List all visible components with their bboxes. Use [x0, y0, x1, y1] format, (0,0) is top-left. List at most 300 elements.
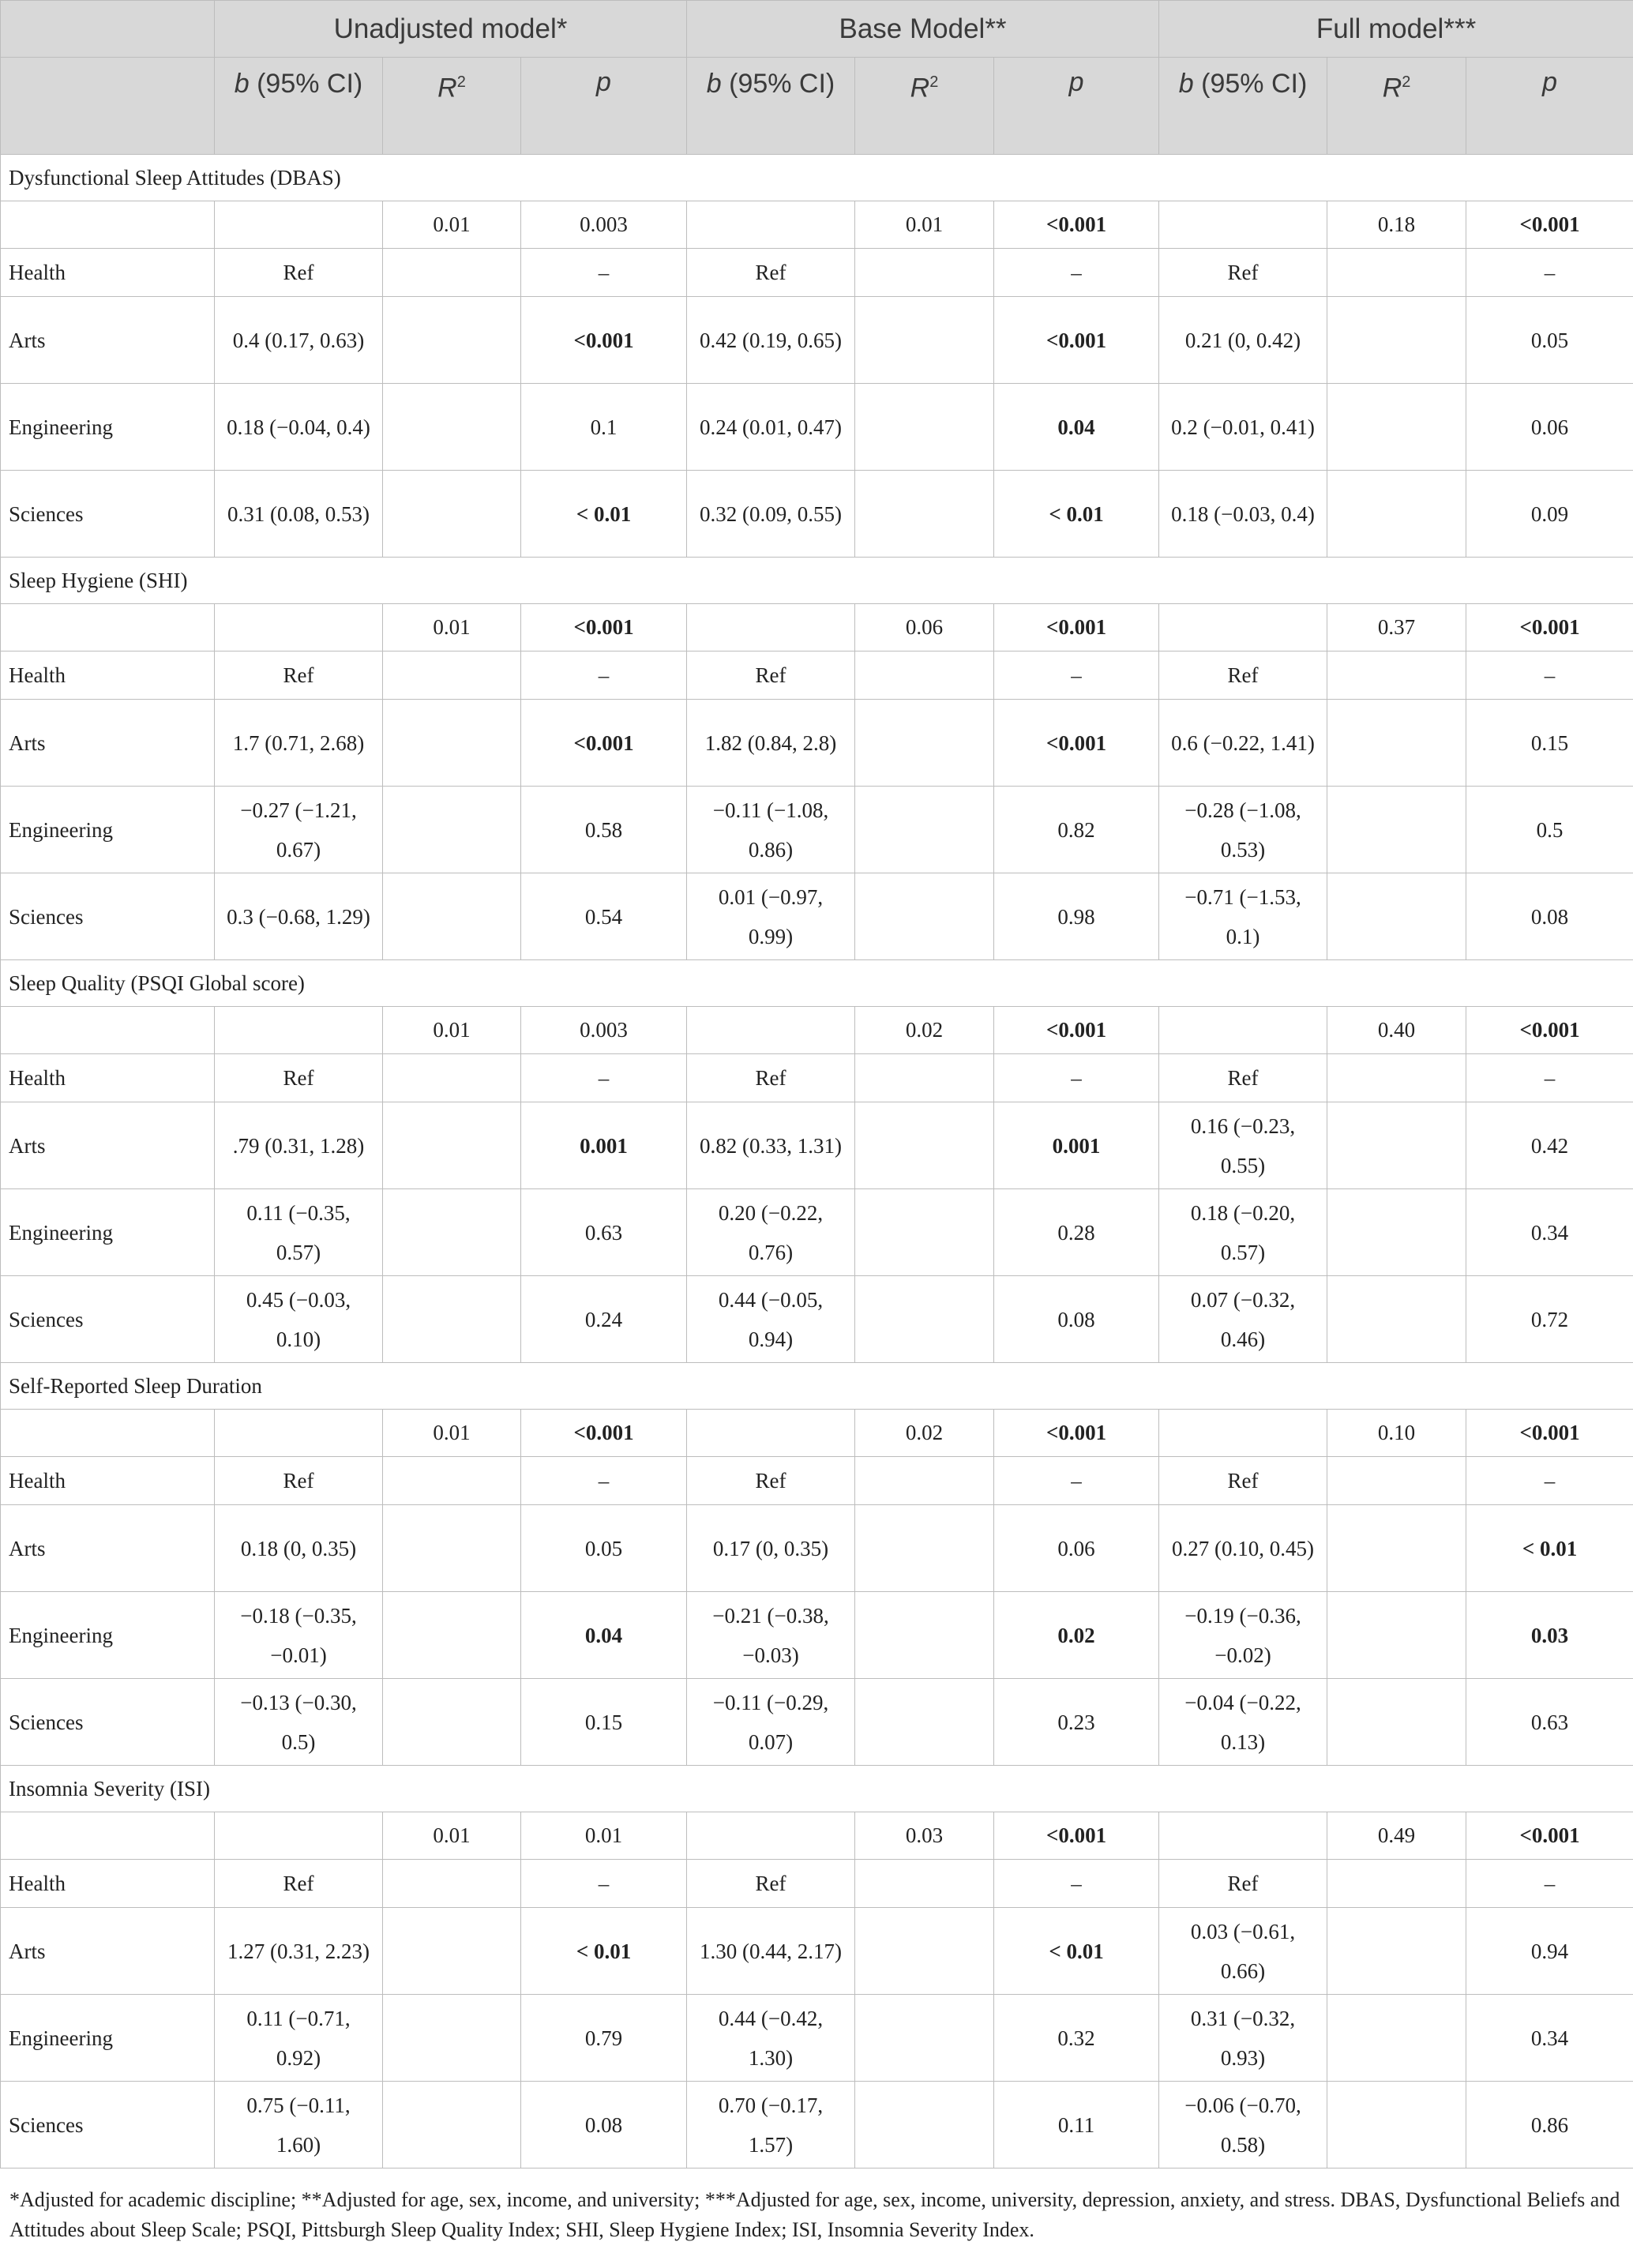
b-ci-value: −0.19 (−0.36, −0.02) [1159, 1592, 1327, 1679]
r2-cell-empty [1327, 2082, 1466, 2168]
header-b-italic: b [234, 69, 250, 99]
p-value: – [521, 249, 687, 297]
header-r2 [1327, 58, 1466, 155]
p-value: <0.001 [994, 604, 1159, 651]
row-label: Engineering [1, 1995, 215, 2082]
b-ci-value: −0.13 (−0.30, 0.5) [215, 1679, 383, 1766]
model-fit-row [1, 1007, 1633, 1054]
b-ci-value: 0.11 (−0.71, 0.92) [215, 1995, 383, 2082]
b-ci-value: Ref [215, 1054, 383, 1102]
table-row [1, 873, 1633, 960]
p-value: <0.001 [1466, 1812, 1633, 1860]
section-header-row [1, 558, 1633, 604]
p-value: 0.15 [1466, 700, 1633, 787]
b-ci-value: Ref [1159, 1860, 1327, 1908]
table-body [1, 155, 1633, 2168]
section-title: Sleep Hygiene (SHI) [1, 558, 1633, 604]
b-ci-value: Ref [1159, 1457, 1327, 1505]
model-fit-row [1, 1812, 1633, 1860]
b-cell-empty [687, 1007, 855, 1054]
b-ci-value: 0.70 (−0.17, 1.57) [687, 2082, 855, 2168]
r2-cell-empty [383, 1457, 521, 1505]
table-row [1, 1102, 1633, 1189]
p-value: – [521, 1054, 687, 1102]
table-row [1, 651, 1633, 700]
table-row [1, 787, 1633, 873]
row-label: Arts [1, 1505, 215, 1592]
r2-cell-empty [383, 384, 521, 471]
p-value: 0.58 [521, 787, 687, 873]
p-value: 0.15 [521, 1679, 687, 1766]
r2-cell-empty [383, 1679, 521, 1766]
section-title: Dysfunctional Sleep Attitudes (DBAS) [1, 155, 1633, 201]
header-p-italic: p [1542, 67, 1557, 97]
b-ci-value: 0.6 (−0.22, 1.41) [1159, 700, 1327, 787]
r2-cell-empty [383, 1592, 521, 1679]
p-value: 0.54 [521, 873, 687, 960]
b-ci-value: 0.18 (−0.04, 0.4) [215, 384, 383, 471]
p-value: 0.03 [1466, 1592, 1633, 1679]
b-ci-value: 0.18 (0, 0.35) [215, 1505, 383, 1592]
b-ci-value: 0.18 (−0.20, 0.57) [1159, 1189, 1327, 1276]
b-ci-value: 0.18 (−0.03, 0.4) [1159, 471, 1327, 558]
row-label: Sciences [1, 1679, 215, 1766]
row-label: Arts [1, 1908, 215, 1995]
r2-cell-empty [383, 1189, 521, 1276]
r2-cell-empty [1327, 873, 1466, 960]
row-label: Arts [1, 700, 215, 787]
header-b-rest: (95% CI) [1193, 69, 1308, 99]
p-value: 0.72 [1466, 1276, 1633, 1363]
b-cell-empty [687, 604, 855, 651]
header-r-italic: R [910, 73, 930, 103]
p-value: 0.01 [521, 1812, 687, 1860]
r2-value: 0.18 [1327, 201, 1466, 249]
r2-cell-empty [1327, 1995, 1466, 2082]
header-group-unadjusted [215, 1, 687, 58]
header-p [521, 58, 687, 155]
p-value: 0.23 [994, 1679, 1159, 1766]
header-group-base [687, 1, 1159, 58]
r2-cell-empty [855, 1995, 994, 2082]
table-row [1, 249, 1633, 297]
p-value: 0.001 [994, 1102, 1159, 1189]
section-header-row [1, 960, 1633, 1007]
b-ci-value: 0.82 (0.33, 1.31) [687, 1102, 855, 1189]
table-row [1, 384, 1633, 471]
r2-value: 0.01 [383, 1007, 521, 1054]
b-ci-value: −0.21 (−0.38, −0.03) [687, 1592, 855, 1679]
b-ci-value: .79 (0.31, 1.28) [215, 1102, 383, 1189]
r2-cell-empty [1327, 297, 1466, 384]
r2-cell-empty [383, 1908, 521, 1995]
table-row [1, 1189, 1633, 1276]
p-value: – [1466, 1860, 1633, 1908]
header-b-rest: (95% CI) [249, 69, 363, 99]
p-value: 0.003 [521, 1007, 687, 1054]
p-value: 0.98 [994, 873, 1159, 960]
p-value: 0.1 [521, 384, 687, 471]
p-value: < 0.01 [994, 1908, 1159, 1995]
p-value: 0.86 [1466, 2082, 1633, 2168]
b-ci-value: Ref [215, 1457, 383, 1505]
b-ci-value: Ref [687, 249, 855, 297]
header-p [994, 58, 1159, 155]
r2-cell-empty [1327, 249, 1466, 297]
p-value: <0.001 [1466, 201, 1633, 249]
r2-cell-empty [383, 787, 521, 873]
p-value: 0.24 [521, 1276, 687, 1363]
b-ci-value: 0.24 (0.01, 0.47) [687, 384, 855, 471]
p-value: 0.79 [521, 1995, 687, 2082]
row-label: Engineering [1, 384, 215, 471]
header-row-columns [1, 58, 1633, 155]
p-value: 0.5 [1466, 787, 1633, 873]
header-b-rest: (95% CI) [721, 69, 835, 99]
b-cell-empty [215, 1812, 383, 1860]
p-value: 0.08 [994, 1276, 1159, 1363]
p-value: < 0.01 [994, 471, 1159, 558]
p-value: – [994, 1054, 1159, 1102]
model-fit-row [1, 201, 1633, 249]
p-value: < 0.01 [1466, 1505, 1633, 1592]
r2-cell-empty [855, 1908, 994, 1995]
p-value: < 0.01 [521, 1908, 687, 1995]
p-value: – [994, 651, 1159, 700]
p-value: < 0.01 [521, 471, 687, 558]
header-r-italic: R [1382, 73, 1402, 103]
b-ci-value: 0.11 (−0.35, 0.57) [215, 1189, 383, 1276]
p-value: – [994, 1860, 1159, 1908]
p-value: – [1466, 651, 1633, 700]
row-label: Sciences [1, 471, 215, 558]
row-label-empty [1, 604, 215, 651]
b-ci-value: −0.28 (−1.08, 0.53) [1159, 787, 1327, 873]
b-ci-value: −0.04 (−0.22, 0.13) [1159, 1679, 1327, 1766]
r2-value: 0.01 [383, 1812, 521, 1860]
p-value: <0.001 [994, 1410, 1159, 1457]
header-group-asterisk: *** [1443, 13, 1477, 44]
p-value: 0.09 [1466, 471, 1633, 558]
b-ci-value: 1.27 (0.31, 2.23) [215, 1908, 383, 1995]
section-title: Insomnia Severity (ISI) [1, 1766, 1633, 1812]
r2-cell-empty [855, 787, 994, 873]
p-value: 0.63 [1466, 1679, 1633, 1766]
r2-cell-empty [855, 1505, 994, 1592]
r2-cell-empty [855, 651, 994, 700]
b-ci-value: Ref [215, 249, 383, 297]
r2-cell-empty [383, 1102, 521, 1189]
r2-cell-empty [383, 1995, 521, 2082]
b-ci-value: 1.7 (0.71, 2.68) [215, 700, 383, 787]
r2-cell-empty [1327, 384, 1466, 471]
r2-value: 0.01 [383, 604, 521, 651]
b-ci-value: −0.71 (−1.53, 0.1) [1159, 873, 1327, 960]
row-label: Health [1, 1860, 215, 1908]
model-fit-row [1, 1410, 1633, 1457]
b-cell-empty [1159, 1812, 1327, 1860]
p-value: <0.001 [521, 297, 687, 384]
b-cell-empty [687, 201, 855, 249]
r2-cell-empty [855, 1054, 994, 1102]
b-ci-value: Ref [1159, 249, 1327, 297]
p-value: <0.001 [994, 297, 1159, 384]
header-b-ci [215, 58, 383, 155]
r2-cell-empty [855, 2082, 994, 2168]
header-b-italic: b [1178, 69, 1194, 99]
p-value: – [521, 1860, 687, 1908]
p-value: – [521, 1457, 687, 1505]
r2-cell-empty [1327, 1679, 1466, 1766]
header-r-sup: 2 [1402, 73, 1411, 91]
r2-cell-empty [383, 651, 521, 700]
p-value: 0.34 [1466, 1995, 1633, 2082]
r2-cell-empty [855, 384, 994, 471]
model-fit-row [1, 604, 1633, 651]
b-ci-value: 0.2 (−0.01, 0.41) [1159, 384, 1327, 471]
r2-value: 0.01 [383, 1410, 521, 1457]
r2-cell-empty [855, 1679, 994, 1766]
table-footnote: *Adjusted for academic discipline; **Adjusted for age, sex, income, and university; ***Adjusted for age, sex, income, university, depression, anxiety, and stress. DBAS, Dysfunctional Beliefs and Attitudes about Sleep Scale; PSQI, Pittsburgh Sleep Quality Index; SHI, Sleep Hygiene Index; ISI, Insomnia Severity Index. [9, 2188, 1620, 2241]
r2-cell-empty [855, 1457, 994, 1505]
r2-cell-empty [1327, 651, 1466, 700]
b-ci-value: −0.11 (−1.08, 0.86) [687, 787, 855, 873]
r2-value: 0.49 [1327, 1812, 1466, 1860]
header-b-ci [1159, 58, 1327, 155]
r2-value: 0.06 [855, 604, 994, 651]
r2-cell-empty [1327, 1054, 1466, 1102]
table-row [1, 297, 1633, 384]
b-ci-value: 0.42 (0.19, 0.65) [687, 297, 855, 384]
b-ci-value: 0.07 (−0.32, 0.46) [1159, 1276, 1327, 1363]
table-row [1, 471, 1633, 558]
b-cell-empty [1159, 1007, 1327, 1054]
p-value: 0.94 [1466, 1908, 1633, 1995]
p-value: – [1466, 1457, 1633, 1505]
header-group-label: Base Model [839, 13, 985, 44]
p-value: 0.05 [521, 1505, 687, 1592]
p-value: <0.001 [521, 604, 687, 651]
table-row [1, 1908, 1633, 1995]
r2-cell-empty [383, 1054, 521, 1102]
row-label: Sciences [1, 873, 215, 960]
section-header-row [1, 1766, 1633, 1812]
b-ci-value: 0.17 (0, 0.35) [687, 1505, 855, 1592]
p-value: 0.001 [521, 1102, 687, 1189]
p-value: 0.42 [1466, 1102, 1633, 1189]
b-ci-value: 0.44 (−0.42, 1.30) [687, 1995, 855, 2082]
r2-value: 0.03 [855, 1812, 994, 1860]
b-ci-value: 0.75 (−0.11, 1.60) [215, 2082, 383, 2168]
header-group-label: Unadjusted model [333, 13, 557, 44]
b-cell-empty [687, 1410, 855, 1457]
r2-cell-empty [383, 249, 521, 297]
p-value: – [994, 1457, 1159, 1505]
p-value: 0.63 [521, 1189, 687, 1276]
b-ci-value: 0.3 (−0.68, 1.29) [215, 873, 383, 960]
row-label: Arts [1, 1102, 215, 1189]
b-ci-value: 0.20 (−0.22, 0.76) [687, 1189, 855, 1276]
r2-cell-empty [383, 1860, 521, 1908]
b-cell-empty [215, 1007, 383, 1054]
table-row [1, 1457, 1633, 1505]
header-r-italic: R [437, 73, 457, 103]
b-ci-value: 0.27 (0.10, 0.45) [1159, 1505, 1327, 1592]
r2-cell-empty [1327, 1457, 1466, 1505]
p-value: <0.001 [1466, 604, 1633, 651]
b-ci-value: Ref [215, 651, 383, 700]
r2-cell-empty [1327, 1505, 1466, 1592]
row-label: Health [1, 249, 215, 297]
row-label: Engineering [1, 787, 215, 873]
header-group-label: Full model [1316, 13, 1444, 44]
b-ci-value: 1.82 (0.84, 2.8) [687, 700, 855, 787]
p-value: – [521, 651, 687, 700]
header-r-sup: 2 [929, 73, 939, 91]
p-value: 0.28 [994, 1189, 1159, 1276]
p-value: <0.001 [994, 1812, 1159, 1860]
row-label-empty [1, 1007, 215, 1054]
p-value: 0.32 [994, 1995, 1159, 2082]
b-ci-value: 0.21 (0, 0.42) [1159, 297, 1327, 384]
table-row [1, 1679, 1633, 1766]
r2-cell-empty [383, 2082, 521, 2168]
b-ci-value: 0.4 (0.17, 0.63) [215, 297, 383, 384]
r2-cell-empty [1327, 1860, 1466, 1908]
b-ci-value: 0.31 (0.08, 0.53) [215, 471, 383, 558]
header-group-asterisk: * [556, 13, 568, 44]
p-value: 0.08 [521, 2082, 687, 2168]
r2-cell-empty [855, 700, 994, 787]
p-value: <0.001 [521, 1410, 687, 1457]
r2-cell-empty [855, 297, 994, 384]
p-value: – [994, 249, 1159, 297]
row-label: Health [1, 651, 215, 700]
row-label: Arts [1, 297, 215, 384]
r2-value: 0.02 [855, 1007, 994, 1054]
row-label: Health [1, 1457, 215, 1505]
r2-cell-empty [1327, 700, 1466, 787]
p-value: 0.11 [994, 2082, 1159, 2168]
r2-cell-empty [855, 873, 994, 960]
header-group-full [1159, 1, 1633, 58]
r2-cell-empty [383, 471, 521, 558]
b-cell-empty [1159, 1410, 1327, 1457]
b-ci-value: 0.03 (−0.61, 0.66) [1159, 1908, 1327, 1995]
r2-cell-empty [383, 700, 521, 787]
b-cell-empty [215, 1410, 383, 1457]
row-label: Sciences [1, 2082, 215, 2168]
r2-cell-empty [383, 297, 521, 384]
section-title: Sleep Quality (PSQI Global score) [1, 960, 1633, 1007]
b-ci-value: Ref [215, 1860, 383, 1908]
b-ci-value: 0.31 (−0.32, 0.93) [1159, 1995, 1327, 2082]
r2-cell-empty [1327, 1908, 1466, 1995]
table-row [1, 1592, 1633, 1679]
p-value: 0.04 [994, 384, 1159, 471]
p-value: 0.05 [1466, 297, 1633, 384]
b-ci-value: 0.16 (−0.23, 0.55) [1159, 1102, 1327, 1189]
p-value: 0.02 [994, 1592, 1159, 1679]
r2-cell-empty [383, 1505, 521, 1592]
p-value: 0.06 [1466, 384, 1633, 471]
r2-cell-empty [1327, 1102, 1466, 1189]
b-ci-value: Ref [687, 651, 855, 700]
r2-cell-empty [383, 1276, 521, 1363]
b-ci-value: Ref [687, 1457, 855, 1505]
b-ci-value: Ref [1159, 651, 1327, 700]
header-b-ci [687, 58, 855, 155]
header-p-italic: p [596, 67, 611, 97]
b-ci-value: 0.44 (−0.05, 0.94) [687, 1276, 855, 1363]
p-value: <0.001 [521, 700, 687, 787]
b-cell-empty [1159, 604, 1327, 651]
r2-cell-empty [855, 1189, 994, 1276]
p-value: 0.08 [1466, 873, 1633, 960]
b-ci-value: 0.32 (0.09, 0.55) [687, 471, 855, 558]
r2-value: 0.10 [1327, 1410, 1466, 1457]
row-label: Engineering [1, 1189, 215, 1276]
table-row [1, 1860, 1633, 1908]
p-value: 0.04 [521, 1592, 687, 1679]
r2-cell-empty [1327, 1276, 1466, 1363]
r2-cell-empty [855, 1102, 994, 1189]
r2-value: 0.01 [855, 201, 994, 249]
b-cell-empty [215, 604, 383, 651]
header-b-italic: b [706, 69, 722, 99]
section-header-row [1, 155, 1633, 201]
table-row [1, 700, 1633, 787]
header-corner-cell [1, 58, 215, 155]
p-value: <0.001 [994, 201, 1159, 249]
b-ci-value: −0.06 (−0.70, 0.58) [1159, 2082, 1327, 2168]
b-ci-value: −0.18 (−0.35, −0.01) [215, 1592, 383, 1679]
header-r-sup: 2 [456, 73, 466, 91]
header-r2 [383, 58, 521, 155]
row-label-empty [1, 1410, 215, 1457]
row-label-empty [1, 201, 215, 249]
b-ci-value: Ref [687, 1054, 855, 1102]
r2-cell-empty [1327, 1592, 1466, 1679]
p-value: – [1466, 1054, 1633, 1102]
r2-cell-empty [855, 1860, 994, 1908]
b-ci-value: Ref [1159, 1054, 1327, 1102]
b-ci-value: Ref [687, 1860, 855, 1908]
p-value: <0.001 [994, 1007, 1159, 1054]
row-label: Health [1, 1054, 215, 1102]
p-value: 0.06 [994, 1505, 1159, 1592]
b-ci-value: 1.30 (0.44, 2.17) [687, 1908, 855, 1995]
row-label: Engineering [1, 1592, 215, 1679]
r2-cell-empty [855, 1592, 994, 1679]
table-row [1, 1276, 1633, 1363]
r2-value: 0.40 [1327, 1007, 1466, 1054]
p-value: <0.001 [994, 700, 1159, 787]
header-group-asterisk: ** [985, 13, 1007, 44]
r2-value: 0.37 [1327, 604, 1466, 651]
section-title: Self-Reported Sleep Duration [1, 1363, 1633, 1410]
row-label: Sciences [1, 1276, 215, 1363]
p-value: – [1466, 249, 1633, 297]
r2-value: 0.02 [855, 1410, 994, 1457]
p-value: <0.001 [1466, 1410, 1633, 1457]
r2-value: 0.01 [383, 201, 521, 249]
b-ci-value: −0.11 (−0.29, 0.07) [687, 1679, 855, 1766]
section-header-row [1, 1363, 1633, 1410]
header-p-italic: p [1068, 67, 1084, 97]
r2-cell-empty [855, 1276, 994, 1363]
header-row-models [1, 1, 1633, 58]
